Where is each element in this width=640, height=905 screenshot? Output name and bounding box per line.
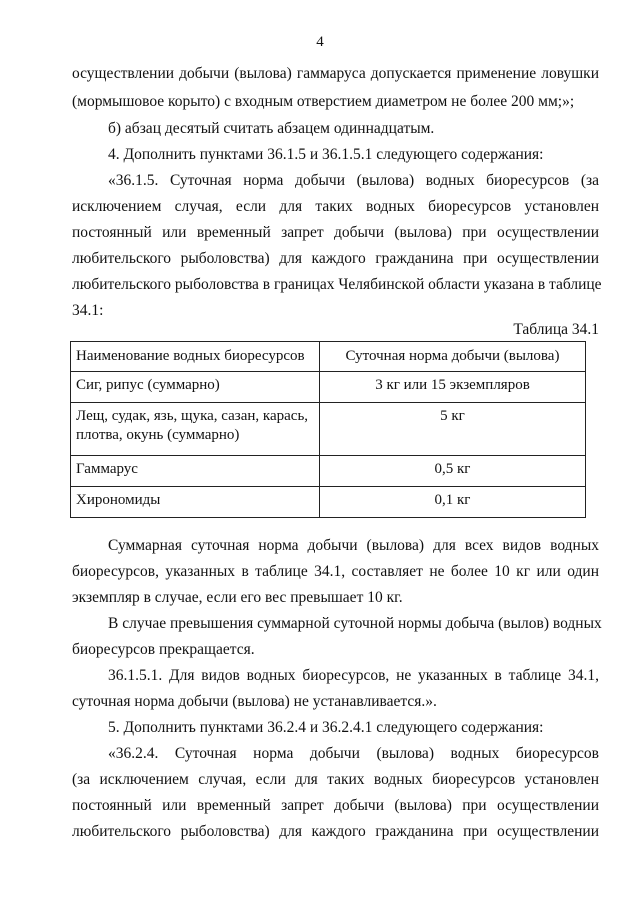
text-line: биоресурсов, указанных в таблице 34.1, составляет не более 10 кг или один bbox=[72, 563, 599, 580]
table-caption: Таблица 34.1 bbox=[513, 321, 599, 338]
text-line: «36.1.5. Суточная норма добычи (вылова) водных биоресурсов (за bbox=[108, 172, 599, 189]
item-b: б) абзац десятый считать абзацем одиннадцатым. bbox=[108, 120, 435, 137]
text-line: исключением случая, если для таких водных биоресурсов установлен bbox=[72, 198, 599, 215]
text-line: осуществлении добычи (вылова) гаммаруса допускается применение ловушки bbox=[72, 65, 599, 82]
table-cell-name: Гаммарус bbox=[71, 456, 320, 487]
text-line: Суммарная суточная норма добычи (вылова) для всех видов водных bbox=[108, 537, 599, 554]
norms-table bbox=[70, 341, 586, 518]
text-line: любительского рыболовства) для каждого гражданина при осуществлении bbox=[72, 823, 599, 840]
text-line: постоянный или временный запрет добычи (вылова) при осуществлении bbox=[72, 224, 599, 241]
table-cell-norm: 5 кг bbox=[320, 403, 586, 456]
table-row bbox=[71, 456, 586, 487]
table-header-cell: Наименование водных биоресурсов bbox=[71, 342, 320, 372]
text-line: В случае превышения суммарной суточной нормы добыча (вылов) водных bbox=[108, 615, 602, 632]
text-line: (мормышовое корыто) с входным отверстием диаметром не более 200 мм;»; bbox=[72, 93, 575, 110]
table-cell-norm: 0,1 кг bbox=[320, 487, 586, 518]
text-line: любительского рыболовства) для каждого гражданина при осуществлении bbox=[72, 250, 599, 267]
table-cell-norm: 3 кг или 15 экземпляров bbox=[320, 372, 586, 403]
text-line: «36.2.4. Суточная норма добычи (вылова) водных биоресурсов bbox=[108, 745, 599, 762]
text-line: постоянный или временный запрет добычи (вылова) при осуществлении bbox=[72, 797, 599, 814]
table-cell-norm: 0,5 кг bbox=[320, 456, 586, 487]
text-line: суточная норма добычи (вылова) не устанавливается.». bbox=[72, 693, 437, 710]
item-4: 4. Дополнить пунктами 36.1.5 и 36.1.5.1 следующего содержания: bbox=[108, 146, 544, 163]
text-line: 36.1.5.1. Для видов водных биоресурсов, не указанных в таблице 34.1, bbox=[108, 667, 599, 684]
table-header-cell: Суточная норма добычи (вылова) bbox=[320, 342, 586, 372]
text-line: любительского рыболовства в границах Челябинской области указана в таблице bbox=[72, 276, 602, 293]
table-cell-name bbox=[71, 403, 320, 456]
text-line: биоресурсов прекращается. bbox=[72, 641, 255, 658]
item-5: 5. Дополнить пунктами 36.2.4 и 36.2.4.1 следующего содержания: bbox=[108, 719, 544, 736]
table-header-row bbox=[71, 342, 586, 372]
table-cell-name: Сиг, рипус (суммарно) bbox=[71, 372, 320, 403]
table-row bbox=[71, 487, 586, 518]
page-number: 4 bbox=[316, 34, 324, 50]
text-line: 34.1: bbox=[72, 302, 104, 319]
table-row bbox=[71, 372, 586, 403]
text-line: (за исключением случая, если для таких водных биоресурсов установлен bbox=[72, 771, 599, 788]
table-cell-name-line: плотва, окунь (суммарно) bbox=[76, 427, 240, 443]
table-row bbox=[71, 403, 586, 456]
table-cell-name: Хирономиды bbox=[71, 487, 320, 518]
text-line: экземпляр в случае, если его вес превышает 10 кг. bbox=[72, 589, 403, 606]
table-cell-name-line: Лещ, судак, язь, щука, сазан, карась, bbox=[76, 408, 309, 424]
